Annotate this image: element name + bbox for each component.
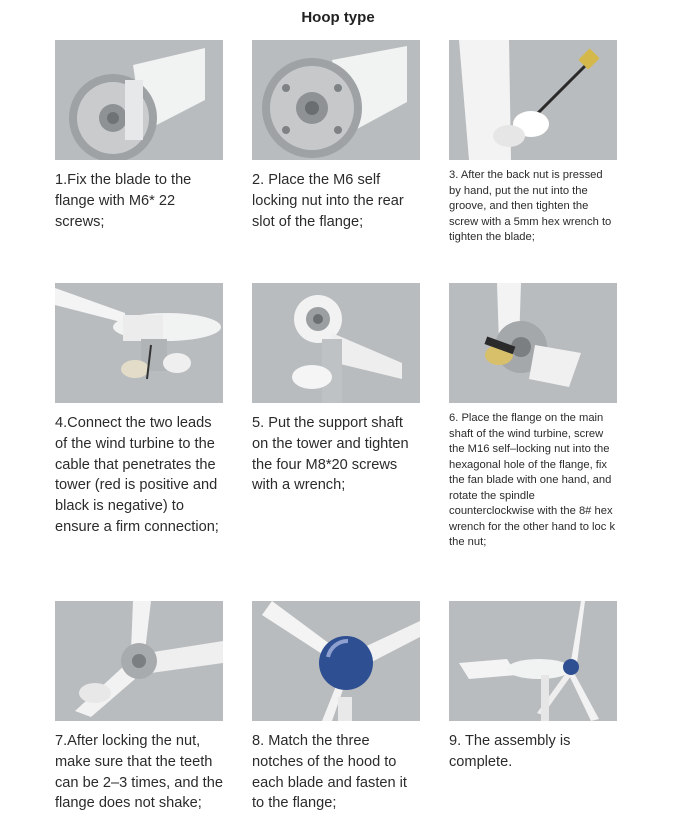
step-2 xyxy=(252,40,420,232)
step-4 xyxy=(55,283,223,538)
step-9 xyxy=(449,601,617,773)
step-5-photo xyxy=(252,283,420,403)
step-6-caption: 6. Place the flange on the main shaft of the wind turbine, screw the M16 self–locking nut into the hexagonal hole of the flange, fix the fan blade with one hand, and rotate the spindle counterclockwise with the 8# hex wrench for the other hand to loc k the nut; xyxy=(449,412,616,548)
step-5 xyxy=(252,283,420,496)
step-7-photo xyxy=(55,601,223,721)
step-1-photo xyxy=(55,40,223,160)
step-3-caption: 3. After the back nut is pressed by hand, put the nut into the groove, and then tighten the screw with a 5mm hex wrench to tighten the blade; xyxy=(449,169,612,243)
page-title: Hoop type xyxy=(301,9,375,26)
step-6 xyxy=(449,283,617,551)
step-8-caption: 8. Match the three notches of the hood to each blade and fasten it to the flange; xyxy=(252,733,407,812)
step-3 xyxy=(449,40,617,246)
step-3-photo xyxy=(449,40,617,160)
step-9-caption: 9. The assembly is complete. xyxy=(449,733,571,770)
step-2-caption: 2. Place the M6 self locking nut into the rear slot of the flange; xyxy=(252,172,404,230)
step-2-photo xyxy=(252,40,420,160)
step-9-photo xyxy=(449,601,617,721)
step-4-photo xyxy=(55,283,223,403)
step-6-photo xyxy=(449,283,617,403)
step-1 xyxy=(55,40,223,232)
step-7-caption: 7.After locking the nut, make sure that the teeth can be 2–3 times, and the flange does not shake; xyxy=(55,733,223,812)
step-8 xyxy=(252,601,420,814)
step-8-photo xyxy=(252,601,420,721)
step-7 xyxy=(55,601,223,814)
step-5-caption: 5. Put the support shaft on the tower and tighten the four M8*20 screws with a wrench; xyxy=(252,415,409,494)
step-4-caption: 4.Connect the two leads of the wind turbine to the cable that penetrates the tower (red is positive and black is negative) to ensure a firm connection; xyxy=(55,415,219,535)
step-1-caption: 1.Fix the blade to the flange with M6* 22 screws; xyxy=(55,172,192,230)
